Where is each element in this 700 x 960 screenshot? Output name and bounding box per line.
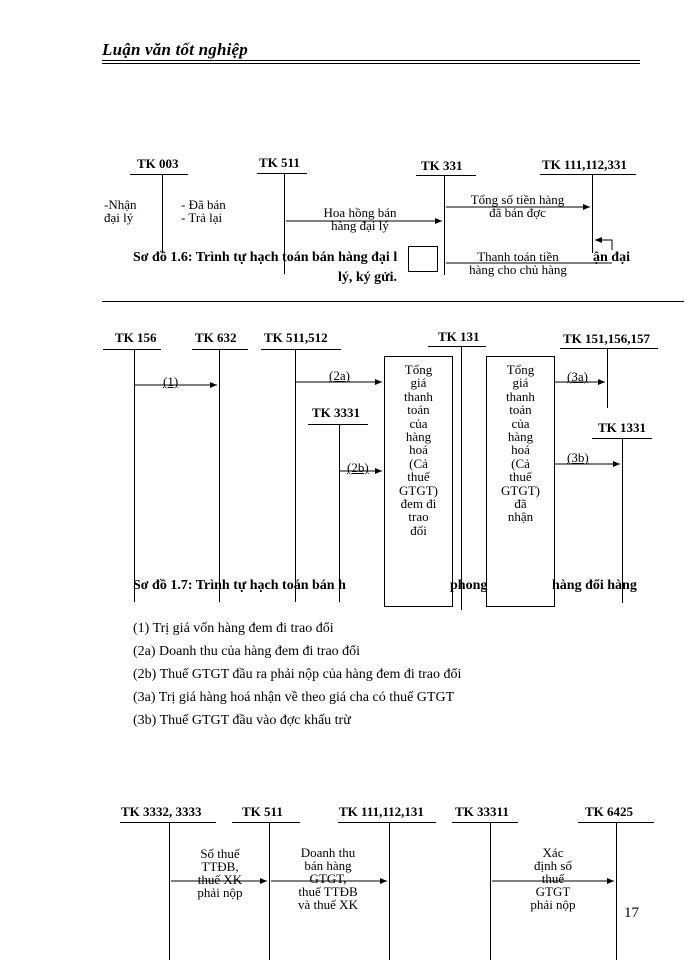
note-nhan-dai-ly: -Nhận đại lý [104,197,137,225]
label-xac-dinh: Xác định số thuế GTGT phải nộp [530,845,576,912]
caption-1-6-part1: Sơ đồ 1.6: Trình tự hạch toán bán hàng đại l [133,250,398,265]
label-so-thue: Số thuế TTĐB, thuế XK phải nộp [197,846,243,900]
legend-item: (2a) Doanh thu của hàng đem đi trao đổi [133,644,361,659]
legend-item: (3b) Thuế GTGT đầu vào đợc khấu trừ [133,713,351,728]
caption-1-7-part2: phong [450,578,488,593]
legend-item: (3a) Trị giá hàng hoá nhận về theo giá cha có thuế GTGT [133,690,455,705]
arrow-label-2a: (2a) [329,368,350,383]
arrow-label-1: (1) [163,374,179,389]
account-label-tk1331: TK 1331 [598,420,647,435]
account-label-tk151: TK 151,156,157 [563,331,651,346]
account-label-tk511: TK 511 [242,804,283,819]
account-label-tk3332: TK 3332, 3333 [121,804,202,819]
account-label-tk131: TK 131 [438,329,480,344]
caption-1-6-part3: lý, ký gửi. [338,270,397,285]
account-label-tk511512: TK 511,512 [264,330,328,345]
account-label-tk632: TK 632 [195,330,237,345]
label-hoa-hong: Hoa hồng bán hàng đại lý [323,205,397,233]
account-label-tk511: TK 511 [259,155,300,170]
box-total-given-text: Tổng giá thanh toán của hàng hoá (Cả thuế GTGT) đem đi trao đổi [399,362,438,538]
note-da-ban-tra-lai: - Đã bán - Trả lại [181,197,226,225]
caption-1-7-part1: Sơ đồ 1.7: Trình tự hạch toán bán h [133,578,346,593]
caption-1-6-part2: ận đại [593,250,630,265]
legend-item: (1) Trị giá vốn hàng đem đi trao đổi [133,621,334,636]
account-label-tk111: TK 111,112,331 [542,157,627,172]
label-thanh-toan: Thanh toán tiền hàng cho chủ hàng [469,249,567,277]
page-number: 17 [624,905,639,921]
account-label-tk6425: TK 6425 [585,804,634,819]
box-total-received-text: Tổng giá thanh toán của hàng hoá (Cả thuế GTGT) đã nhận [501,362,540,525]
account-label-tk003: TK 003 [137,156,179,171]
account-label-tk331: TK 331 [421,158,463,173]
caption-1-7-part3: hàng đổi hàng [552,578,637,593]
account-label-tk33311: TK 33311 [455,804,509,819]
arrow-label-3a: (3a) [567,369,588,384]
account-label-tk156: TK 156 [115,330,157,345]
arrow-thanh-toan [595,240,612,250]
label-tong-so-tien: Tổng số tiền hàng đã bán đợc [470,192,565,220]
label-doanh-thu: Doanh thu bán hàng GTGT, thuế TTĐB và thuế XK [298,845,358,912]
account-label-tk111112131: TK 111,112,131 [339,804,424,819]
arrow-label-2b: (2b) [347,460,369,475]
legend-item: (2b) Thuế GTGT đầu ra phải nộp của hàng đem đi trao đổi [133,667,462,682]
running-header: Luận văn tốt nghiệp [102,40,248,59]
arrow-label-3b: (3b) [567,450,589,465]
account-label-tk3331: TK 3331 [312,405,361,420]
